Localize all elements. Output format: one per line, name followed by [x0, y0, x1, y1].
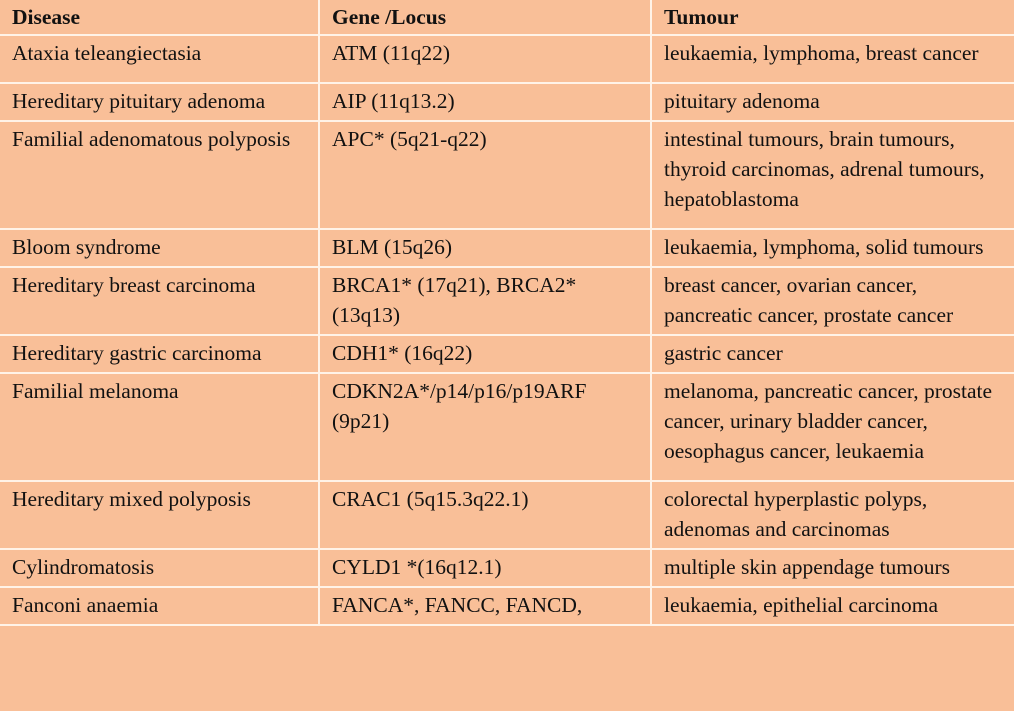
cell-disease: Hereditary mixed polyposis	[0, 481, 319, 549]
cell-disease: Bloom syndrome	[0, 229, 319, 267]
cell-disease: Fanconi anaemia	[0, 587, 319, 625]
cell-gene: CDH1* (16q22)	[319, 335, 651, 373]
cell-tumour: colorectal hyperplastic polyps, adenomas and carcinomas	[651, 481, 1014, 549]
cell-tumour: intestinal tumours, brain tumours, thyroid carcinomas, adrenal tumours, hepatoblastoma	[651, 121, 1014, 229]
cell-gene: ATM (11q22)	[319, 35, 651, 83]
table-row	[0, 481, 1014, 549]
cell-gene: CYLD1 *(16q12.1)	[319, 549, 651, 587]
cell-tumour: leukaemia, epithelial carcinoma	[651, 587, 1014, 625]
table-row	[0, 549, 1014, 587]
cell-disease: Familial melanoma	[0, 373, 319, 481]
cell-gene: CRAC1 (5q15.3q22.1)	[319, 481, 651, 549]
cell-gene: CDKN2A*/p14/p16/p19ARF (9p21)	[319, 373, 651, 481]
header-tumour: Tumour	[651, 0, 1014, 35]
table-row	[0, 587, 1014, 625]
cell-disease: Cylindromatosis	[0, 549, 319, 587]
header-gene-locus: Gene /Locus	[319, 0, 651, 35]
cell-gene: FANCA*, FANCC, FANCD,	[319, 587, 651, 625]
cell-gene: BRCA1* (17q21), BRCA2* (13q13)	[319, 267, 651, 335]
cell-disease: Hereditary pituitary adenoma	[0, 83, 319, 121]
cell-tumour: melanoma, pancreatic cancer, prostate cancer, urinary bladder cancer, oesophagus cancer, leukaemia	[651, 373, 1014, 481]
cell-tumour: pituitary adenoma	[651, 83, 1014, 121]
table-row	[0, 35, 1014, 83]
cell-disease: Hereditary breast carcinoma	[0, 267, 319, 335]
cell-gene: APC* (5q21-q22)	[319, 121, 651, 229]
cell-disease: Ataxia teleangiectasia	[0, 35, 319, 83]
header-row	[0, 0, 1014, 35]
table-row	[0, 373, 1014, 481]
cell-disease: Familial adenomatous polyposis	[0, 121, 319, 229]
cell-tumour: multiple skin appendage tumours	[651, 549, 1014, 587]
cell-disease: Hereditary gastric carcinoma	[0, 335, 319, 373]
cell-tumour: leukaemia, lymphoma, solid tumours	[651, 229, 1014, 267]
table-row	[0, 229, 1014, 267]
table-row	[0, 267, 1014, 335]
table-row	[0, 335, 1014, 373]
cell-tumour: breast cancer, ovarian cancer, pancreatic cancer, prostate cancer	[651, 267, 1014, 335]
cell-gene: BLM (15q26)	[319, 229, 651, 267]
cell-gene: AIP (11q13.2)	[319, 83, 651, 121]
cell-tumour: gastric cancer	[651, 335, 1014, 373]
table-row	[0, 121, 1014, 229]
header-disease: Disease	[0, 0, 319, 35]
table-row	[0, 83, 1014, 121]
cell-tumour: leukaemia, lymphoma, breast cancer	[651, 35, 1014, 83]
